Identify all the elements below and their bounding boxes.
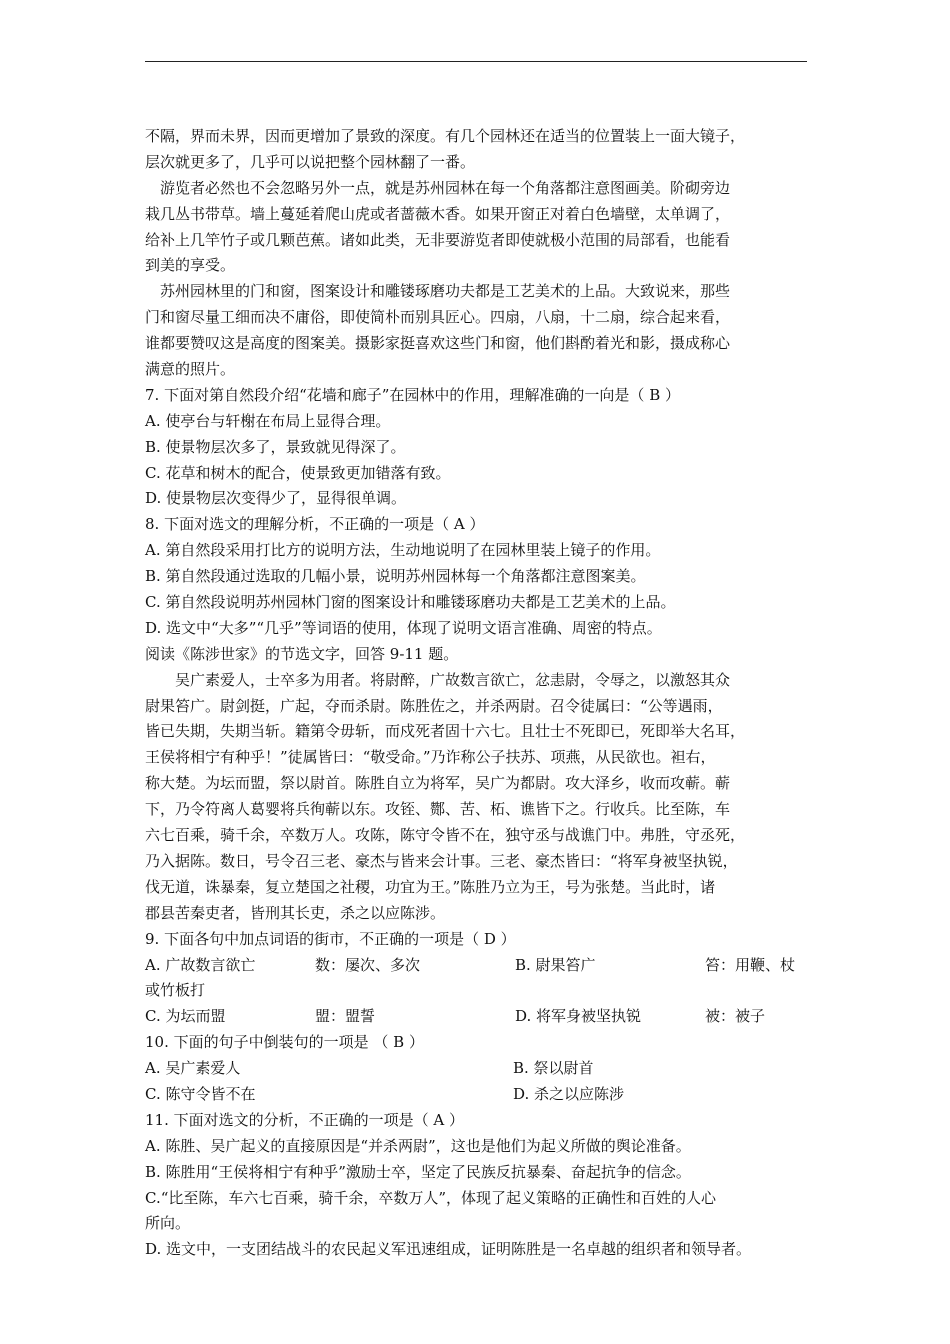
q11-option-a: A. 陈胜、吴广起义的直接原因是“并杀两尉”，这也是他们为起义所做的舆论准备。 bbox=[145, 1136, 691, 1155]
document-body bbox=[145, 124, 815, 1263]
q9-d-gloss: 被：被子 bbox=[705, 1007, 766, 1026]
passage2-line-2: 尉果笞广。尉剑挺，广起，夺而杀尉。陈胜佐之，并杀两尉。召令徒属曰：“公等遇雨， bbox=[145, 696, 723, 715]
q10-option-b: B. 祭以尉首 bbox=[513, 1059, 594, 1078]
q8-option-c: C. 第自然段说明苏州园林门窗的图案设计和雕镂琢磨功夫都是工艺美术的上品。 bbox=[145, 593, 676, 612]
passage1-p2-line-2: 栽几丛书带草。墙上蔓延着爬山虎或者蔷薇木香。如果开窗正对着白色墙壁，太单调了， bbox=[145, 204, 731, 223]
q10-row-ab bbox=[145, 1056, 815, 1082]
q10-row-cd bbox=[145, 1082, 815, 1108]
q10-stem: 10. 下面的句子中倒装句的一项是 （ B ） bbox=[145, 1033, 424, 1052]
header-rule bbox=[145, 61, 807, 62]
passage2-line-9: 伐无道，诛暴秦，复立楚国之社稷，功宜为王。”陈胜乃立为王，号为张楚。当此时，诸 bbox=[145, 877, 716, 896]
q8-option-d: D. 选文中“大多”“几乎”等词语的使用，体现了说明文语言准确、周密的特点。 bbox=[145, 618, 662, 637]
q9-c-gloss: 盟：盟誓 bbox=[315, 1007, 376, 1026]
passage1-p3-line-3: 谁都要赞叹这是高度的图案美。摄影家挺喜欢这些门和窗，他们斟酌着光和影，摄成称心 bbox=[145, 334, 731, 353]
q9-c-sentence: C. 为坛而盟 bbox=[145, 1007, 226, 1026]
passage2-intro: 阅读《陈涉世家》的节选文字，回答 9-11 题。 bbox=[145, 644, 459, 663]
q9-b-gloss-cont: 或竹板打 bbox=[145, 981, 206, 1000]
passage2-line-5: 称大楚。为坛而盟，祭以尉首。陈胜自立为将军，吴广为都尉。攻大泽乡，收而攻蕲。蕲 bbox=[145, 774, 731, 793]
passage2-line-3: 皆已失期，失期当斩。籍第令毋斩，而戍死者固十六七。且壮士不死即已，死即举大名耳， bbox=[145, 722, 746, 741]
q8-stem: 8. 下面对选文的理解分析，不正确的一项是（ A ） bbox=[145, 515, 485, 534]
q9-stem: 9. 下面各句中加点词语的街市，不正确的一项是（ D ） bbox=[145, 929, 516, 948]
q7-option-d: D. 使景物层次变得少了，显得很单调。 bbox=[145, 489, 407, 508]
q7-option-c: C. 花草和树木的配合，使景致更加错落有致。 bbox=[145, 463, 451, 482]
passage2-line-8: 乃入据陈。数日，号令召三老、豪杰与皆来会计事。三老、豪杰皆曰：“将军身被坚执锐， bbox=[145, 851, 738, 870]
passage1-p2-line-4: 到美的享受。 bbox=[145, 256, 236, 275]
q7-stem: 7. 下面对第自然段介绍“花墙和廊子”在园林中的作用，理解准确的一向是（ B ） bbox=[145, 385, 680, 404]
q9-a-sentence: A. 广故数言欲亡 bbox=[145, 955, 256, 974]
q10-option-d: D. 杀之以应陈涉 bbox=[513, 1084, 625, 1103]
passage1-p1-line-1: 不隔，界而未界，因而更增加了景致的深度。有几个园林还在适当的位置装上一面大镜子， bbox=[145, 127, 746, 145]
passage1-p3-line-1: 苏州园林里的门和窗，图案设计和雕镂琢磨功夫都是工艺美术的上品。大致说来，那些 bbox=[160, 282, 731, 301]
passage2-line-4: 王侯将相宁有种乎！”徒属皆曰：“敬受命。”乃诈称公子扶苏、项燕，从民欲也。袒右， bbox=[145, 748, 716, 767]
q11-option-c-line2: 所向。 bbox=[145, 1214, 191, 1233]
q9-b-gloss: 笞：用鞭、杖 bbox=[705, 955, 796, 974]
passage1-p3-line-2: 门和窗尽量工细而决不庸俗，即使简朴而别具匠心。四扇，八扇，十二扇，综合起来看， bbox=[145, 308, 731, 327]
passage1-p2-line-3: 给补上几竿竹子或几颗芭蕉。诸如此类，无非要游览者即使就极小范围的局部看，也能看 bbox=[145, 230, 731, 249]
passage2-line-7: 六七百乘，骑千余，卒数万人。攻陈，陈守令皆不在，独守丞与战谯门中。弗胜，守丞死， bbox=[145, 826, 746, 845]
q11-option-c-line1: C.“比至陈，车六七百乘，骑千余，卒数万人”，体现了起义策略的正确性和百姓的人心 bbox=[145, 1188, 717, 1207]
q11-stem: 11. 下面对选文的分析，不正确的一项是（ A ） bbox=[145, 1110, 464, 1129]
passage1-p3-line-4: 满意的照片。 bbox=[145, 360, 236, 379]
q9-b-sentence: B. 尉果笞广 bbox=[515, 955, 596, 974]
q11-option-d: D. 选文中，一支团结战斗的农民起义军迅速组成，证明陈胜是一名卓越的组织者和领导者。 bbox=[145, 1240, 752, 1259]
q9-row-ab bbox=[145, 953, 815, 979]
passage2-line-6: 下，乃令符离人葛婴将兵徇蕲以东。攻铚、酂、苦、柘、谯皆下之。行收兵。比至陈，车 bbox=[145, 800, 731, 819]
q9-row-cd bbox=[145, 1004, 815, 1030]
q11-option-b: B. 陈胜用“王侯将相宁有种乎”激励士卒，坚定了民族反抗暴秦、奋起抗争的信念。 bbox=[145, 1162, 691, 1181]
q10-option-a: A. 吴广素爱人 bbox=[145, 1059, 241, 1078]
q7-option-b: B. 使景物层次多了，景致就见得深了。 bbox=[145, 437, 406, 456]
q8-option-b: B. 第自然段通过选取的几幅小景，说明苏州园林每一个角落都注意图案美。 bbox=[145, 567, 646, 586]
passage1-p1-line-2: 层次就更多了，几乎可以说把整个园林翻了一番。 bbox=[145, 152, 476, 171]
q7-option-a: A. 使亭台与轩榭在布局上显得合理。 bbox=[145, 411, 391, 430]
q9-d-sentence: D. 将军身被坚执锐 bbox=[515, 1007, 642, 1026]
q8-option-a: A. 第自然段采用打比方的说明方法，生动地说明了在园林里装上镜子的作用。 bbox=[145, 541, 661, 560]
q10-option-c: C. 陈守令皆不在 bbox=[145, 1084, 256, 1103]
passage2-line-1: 吴广素爱人，士卒多为用者。将尉醉，广故数言欲亡，忿恚尉，令辱之，以激怒其众 bbox=[175, 670, 731, 689]
passage1-p2-line-1: 游览者必然也不会忽略另外一点，就是苏州园林在每一个角落都注意图画美。阶砌旁边 bbox=[160, 178, 731, 197]
passage2-line-10: 郡县苦秦吏者，皆刑其长吏，杀之以应陈涉。 bbox=[145, 903, 446, 922]
q9-a-gloss: 数：屡次、多次 bbox=[315, 955, 421, 974]
